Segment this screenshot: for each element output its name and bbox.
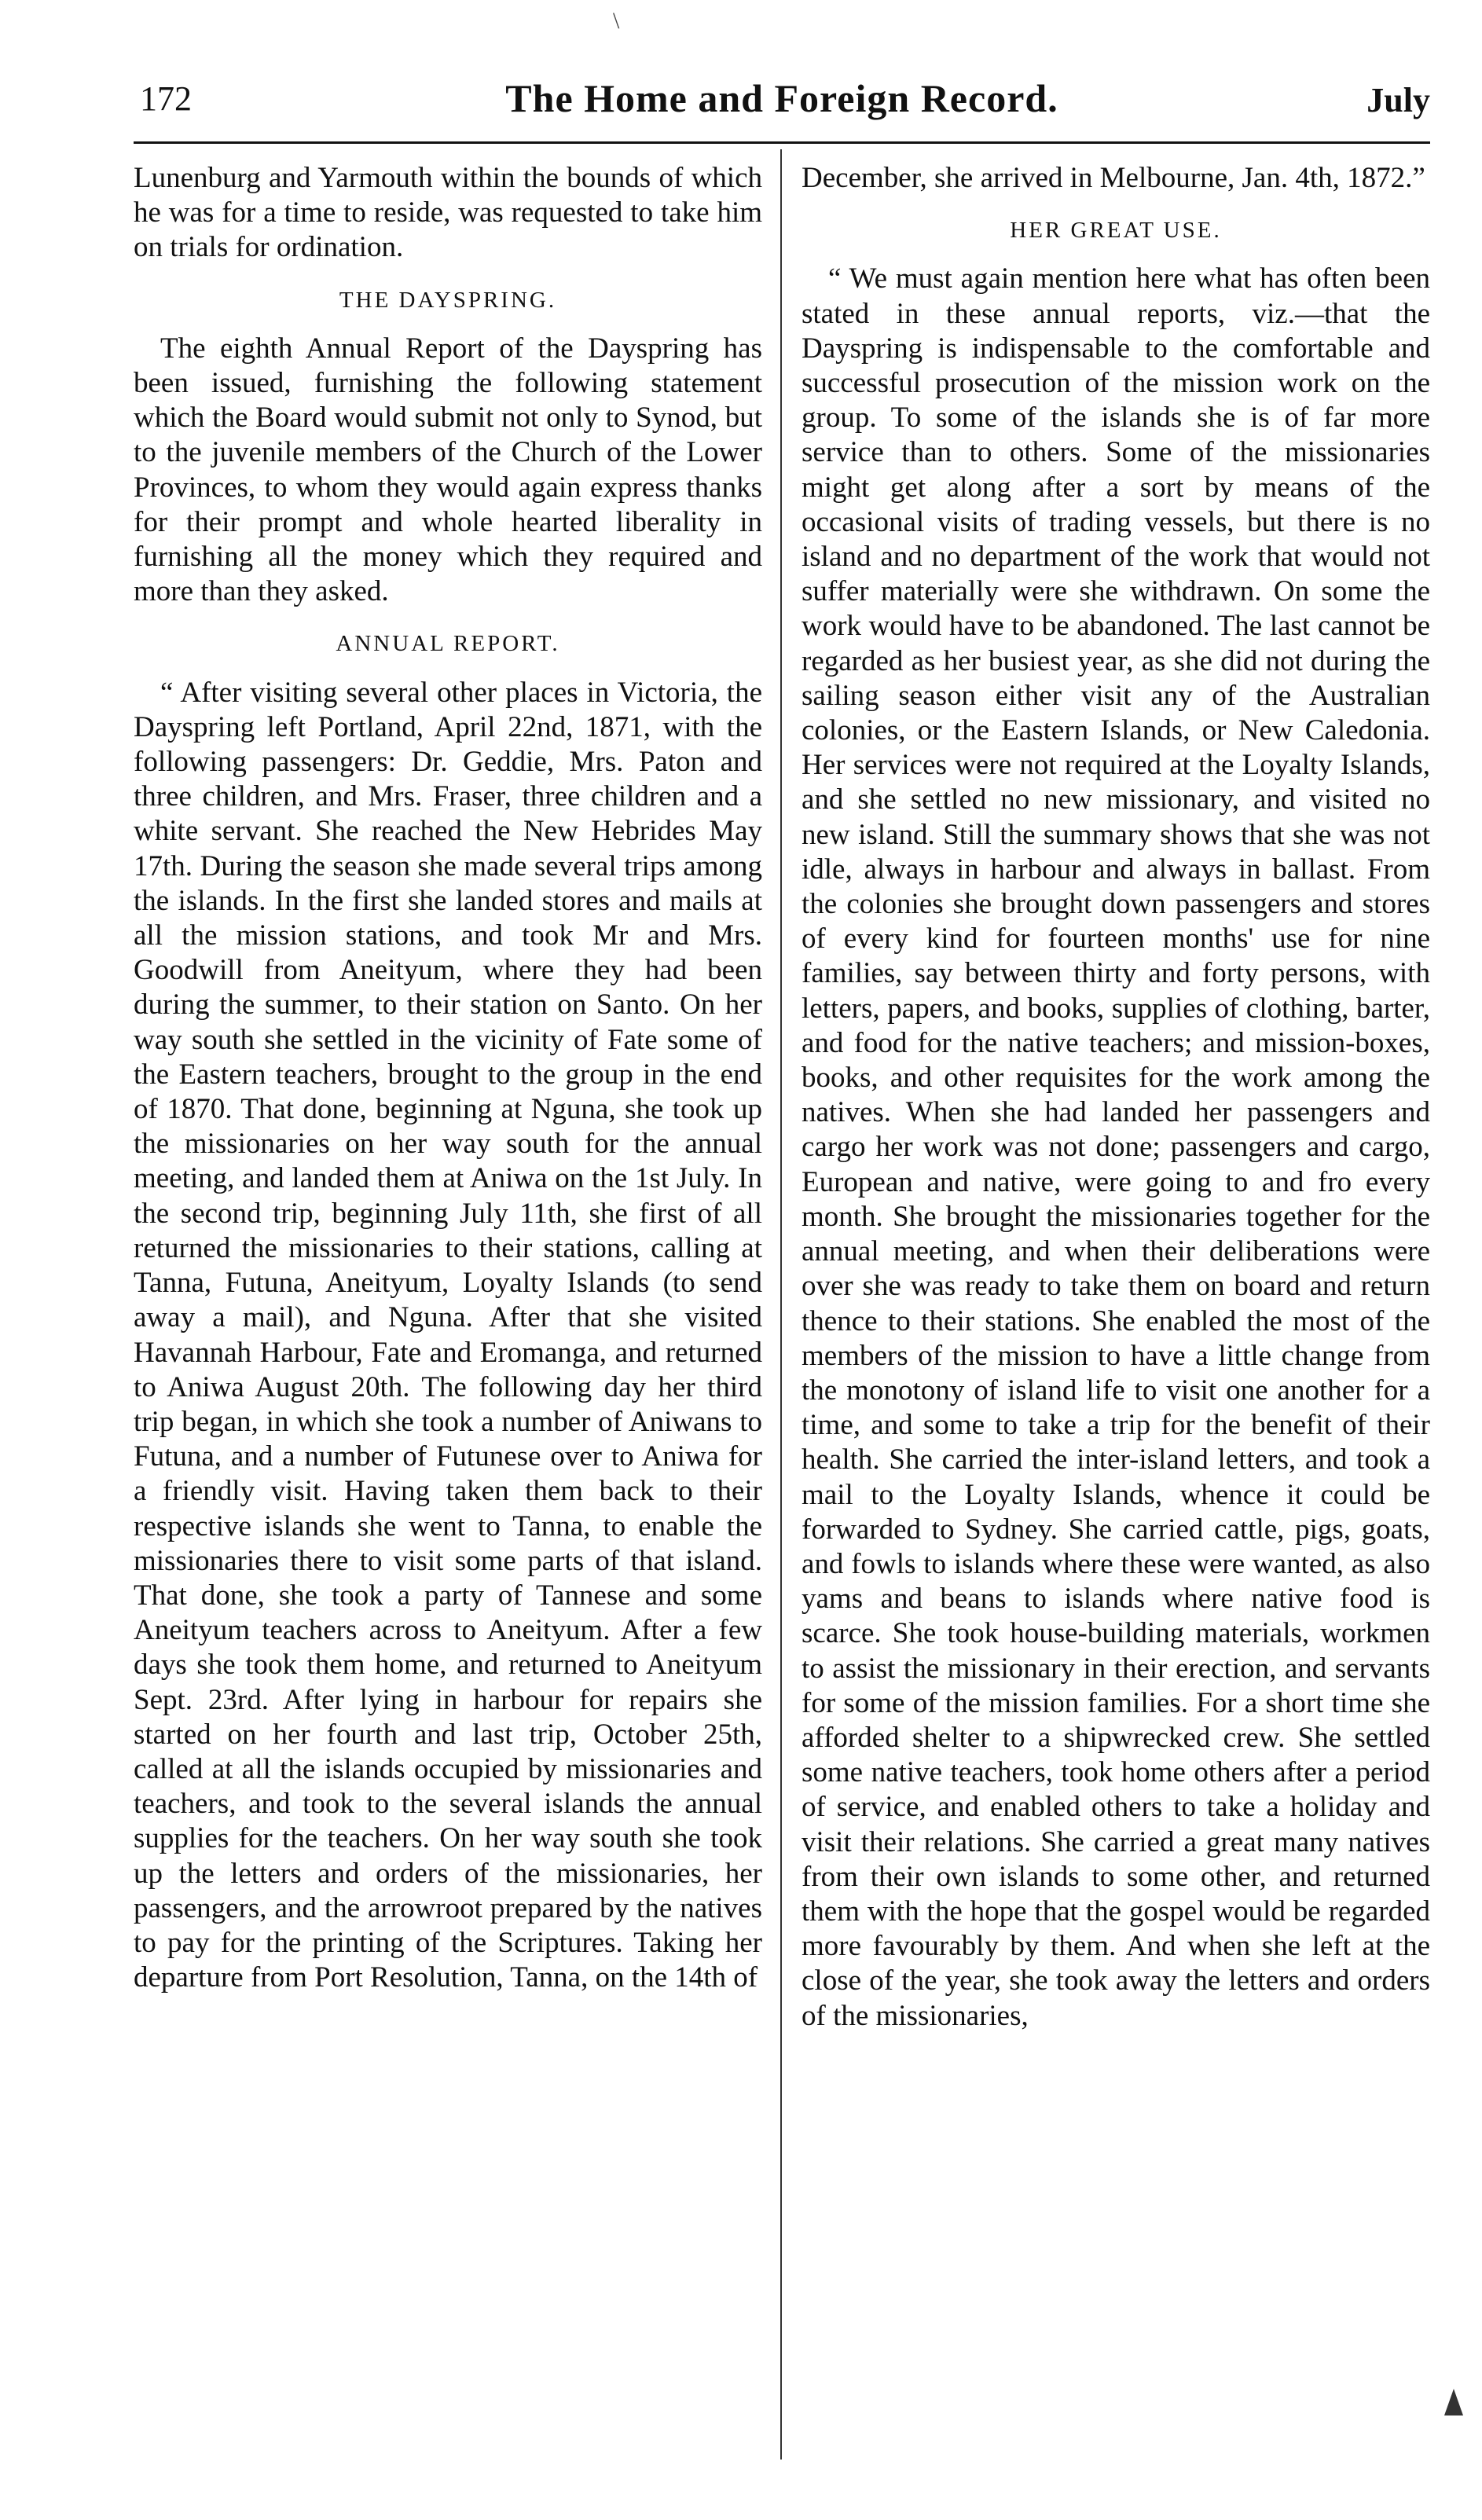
margin-mark xyxy=(1444,2389,1463,2415)
header-month: July xyxy=(1366,81,1430,119)
section-heading-her-great-use: HER GREAT USE. xyxy=(1010,218,1222,244)
left-column xyxy=(134,161,762,1995)
left-opening-paragraph: Lunenburg and Yarmouth within the bounds of which he was for a time to reside, was requested to take him on trials for ordination. xyxy=(134,162,762,264)
section-heading-annual-report: ANNUAL REPORT. xyxy=(336,631,560,657)
page-header xyxy=(134,72,1430,135)
running-title: The Home and Foreign Record. xyxy=(505,76,1058,120)
section-heading-dayspring: THE DAYSPRING. xyxy=(339,287,557,313)
right-opening-paragraph: December, she arrived in Melbourne, Jan. 4th, 1872.” xyxy=(802,162,1425,194)
her-great-use-paragraph: “ We must again mention here what has often been stated in these annual reports, viz.—that the Dayspring is indispensable to the comfortable and successful prosecution of the mission work on the group. To some of the islands she is of far more service than to others. Some of the missionaries might get along after a sort by means of the occasional visits of trading vessels, but there is no island and no department of the work that would not suffer materially were she withdrawn. On some the work would have to be abandoned. The last cannot be regarded as her busiest year, as she did not during the sailing season either visit any of the Australian colonies, or the Eastern Islands, or New Caledonia. Her services were not required at the Loyalty Islands, and she settled no new missionary, and visited no new island. Still the summary shows that she was not idle, always in harbour and always in ballast. From the colonies she brought down passengers and stores of every kind for fourteen months' use for nine families, say between thirty and forty persons, with letters, papers, and books, supplies of clothing, barter, and food for the native teachers; and mission-boxes, books, and other requisites for the work among the natives. When she had landed her passengers and cargo her work was not done; passengers and cargo, European and native, were going to and fro every month. She brought the missionaries together for the annual meeting, and when their deliberations were over she was ready to take them on board and return thence to their stations. She enabled the most of the members of the mission to have a little change from the monotony of island life to visit one another for a time, and some to take a trip for the benefit of their health. She carried the inter-island letters, and took a mail to the Loyalty Islands, whence it could be forwarded to Sydney. She carried cattle, pigs, goats, and fowls to islands where these were wanted, as also yams and beans to islands where native food is scarce. She took house-building materials, workmen to assist the missionary in their erection, and servants for some of the mission families. For a short time she afforded shelter to a shipwrecked crew. She settled some native teachers, took home others after a period of service, and enabled others to take a holiday and visit their relations. She carried a great many natives from their own islands to some other, and returned them with the hope that the gospel would be regarded more favourably by them. And when she left at the close of the year, she took away the letters and orders of the missionaries, xyxy=(802,262,1430,2032)
annual-report-paragraph: “ After visiting several other places in Victoria, the Dayspring left Portland, April 22nd, 1871, with the following passengers: Dr. Geddie, Mrs. Paton and three children, and Mrs. Fraser, three children and a white servant. She reached the New Hebrides May 17th. During the season she made several trips among the islands. In the first she landed stores and mails at all the mission stations, and took Mr and Mrs. Goodwill from Aneityum, where they had been during the summer, to their station on Santo. On her way south she settled in the vicinity of Fate some of the Eastern teachers, brought to the group in the end of 1870. That done, beginning at Nguna, she took up the missionaries on her way south for the annual meeting, and landed them at Aniwa on the 1st July. In the second trip, beginning July 11th, she first of all returned the missionaries to their stations, calling at Tanna, Futuna, Aneityum, Loyalty Islands (to send away a mail), and Nguna. After that she visited Havannah Harbour, Fate and Eromanga, and returned to Aniwa August 20th. The following day her third trip began, in which she took a number of Aniwans to Futuna, and a number of Futunese over to Aniwa for a friendly visit. Having taken them back to their respective islands she went to Tanna, to enable the missionaries there to visit some parts of that island. That done, she took a party of Tannese and some Aneityum teachers across to Aneityum. After a few days she took them home, and returned to Aneityum Sept. 23rd. After lying in harbour for repairs she started on her fourth and last trip, October 25th, called at all the islands occupied by missionaries and teachers, and took to the several islands the annual supplies for the teachers. On her way south she took up the letters and orders of the missionaries, her passengers, and the arrowroot prepared by the natives to pay for the printing of the Scriptures. Taking her departure from Port Resolution, Tanna, on the 14th of xyxy=(134,676,762,1994)
dayspring-paragraph: The eighth Annual Report of the Dayspring has been issued, furnishing the following statement which the Board would submit not only to Synod, but to the juvenile members of the Church of the Lower Provinces, to whom they would again express thanks for their prompt and whole hearted liberality in furnishing all the money which they required and more than they asked. xyxy=(134,332,762,608)
column-divider xyxy=(780,149,782,2459)
header-rule xyxy=(134,141,1430,144)
right-column xyxy=(802,161,1430,2034)
page-number: 172 xyxy=(140,79,192,118)
page-mark: \ xyxy=(613,8,620,34)
